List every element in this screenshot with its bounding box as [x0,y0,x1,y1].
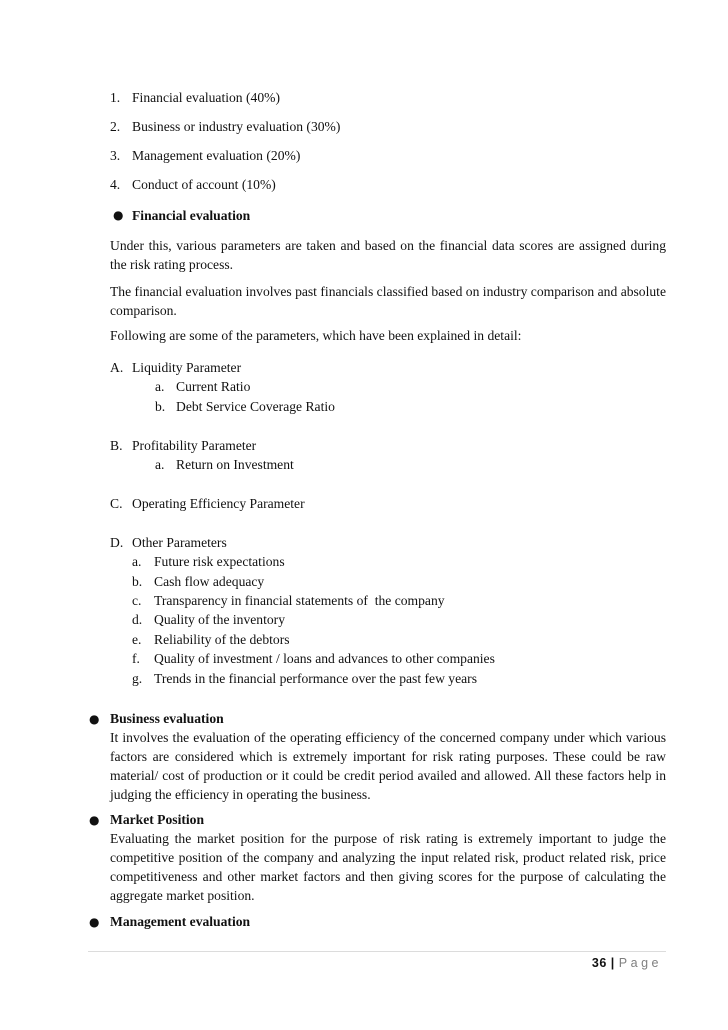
footer-separator: | [610,956,615,970]
market-text: Evaluating the market position for the purpose of risk rating is extremely important to judge the competitive position of the company and analyzing the input related risk, product related risk, price competitiveness and other market factors and then giving scores for the purpose of calculating the aggregate market position. [110,831,666,903]
financial-para-1: Under this, various parameters are taken and based on the financial data scores are assigned during the risk rating process. [110,238,666,272]
financial-heading: Financial evaluation [132,208,251,223]
parameter-label: Operating Efficiency Parameter [132,496,305,511]
page-footer [592,954,662,973]
market-heading: Market Position [110,812,205,827]
footer-divider [88,951,666,952]
bullet-icon: ● [113,208,124,222]
sub-item: Trends in the financial performance over the past few years [154,671,477,686]
sub-item: Return on Investment [176,457,294,472]
sub-item: Transparency in financial statements of the company [154,593,445,608]
financial-para-3: Following are some of the parameters, which have been explained in detail: [110,328,522,343]
sub-item: Current Ratio [176,379,251,394]
list-item-text: Financial evaluation (40%) [132,90,280,105]
sub-item: Future risk expectations [154,554,285,569]
list-item-text: Business or industry evaluation (30%) [132,119,341,134]
list-item: 2. Business or industry evaluation (30%) [110,119,341,134]
list-item-text: Conduct of account (10%) [132,177,276,192]
sub-item: Cash flow adequacy [154,574,265,589]
sub-item: Quality of the inventory [154,612,285,627]
business-heading: Business evaluation [110,711,224,726]
page-label: Page [618,956,662,970]
sub-item: Reliability of the debtors [154,632,290,647]
parameter-label: Profitability Parameter [132,438,257,453]
list-item: 3. Management evaluation (20%) [110,148,301,163]
management-heading: Management evaluation [110,914,251,929]
bullet-icon: ● [89,813,100,827]
bullet-icon: ● [89,712,100,726]
sub-item: Quality of investment / loans and advances to other companies [154,651,495,666]
sub-item: Debt Service Coverage Ratio [176,399,335,414]
list-item: 4. Conduct of account (10%) [110,177,276,192]
list-item-text: Management evaluation (20%) [132,148,301,163]
business-text: It involves the evaluation of the operating efficiency of the concerned company under which various factors are considered which is extremely important for risk rating purposes. These could be raw material/ cost of production or it could be credit period availed and allowed. All these factors help in judging the efficiency in operating the business. [110,730,666,802]
financial-para-2: The financial evaluation involves past financials classified based on industry comparison and absolute comparison. [110,284,666,318]
list-item: 1. Financial evaluation (40%) [110,90,280,105]
page-number: 36 [591,956,607,970]
bullet-icon: ● [89,915,100,929]
parameter-label: Other Parameters [132,535,227,550]
parameter-label: Liquidity Parameter [132,360,242,375]
